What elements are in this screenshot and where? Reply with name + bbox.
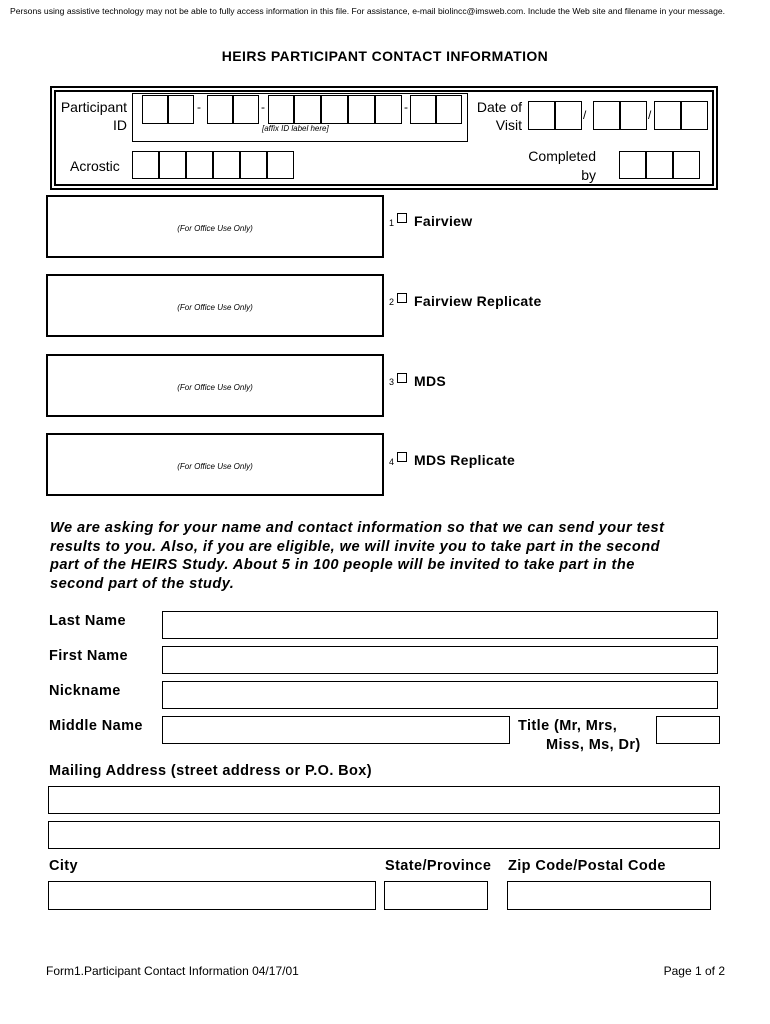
zip-input[interactable] [507,881,711,910]
participant-id-box[interactable] [142,95,168,124]
office-use-label: (For Office Use Only) [177,303,253,312]
date-separator: / [648,108,652,122]
form-title: HEIRS PARTICIPANT CONTACT INFORMATION [221,48,549,64]
mailing-address-line1-input[interactable] [48,786,720,814]
state-label: State/Province [385,858,492,874]
participant-id-box[interactable] [207,95,233,124]
middle-name-label: Middle Name [49,718,143,734]
last-name-input[interactable] [162,611,718,639]
option-label: Fairview [414,213,473,229]
date-of-visit-label-line2: Visit [495,117,522,133]
completed-by-label-line2: by [581,167,596,183]
acrostic-box[interactable] [159,151,186,179]
intro-line: results to you. Also, if you are eligible, we will invite you to take part in the second [50,538,660,555]
option-checkbox[interactable] [397,293,407,303]
option-label: MDS Replicate [414,452,516,468]
participant-id-box[interactable] [321,95,348,124]
option-label: Fairview Replicate [414,293,542,309]
participant-id-box[interactable] [375,95,402,124]
participant-id-box[interactable] [436,95,462,124]
office-use-box [46,354,384,417]
nickname-label: Nickname [49,683,121,699]
option-label: MDS [414,373,447,389]
completed-by-box[interactable] [673,151,700,179]
option-checkbox[interactable] [397,213,407,223]
office-use-label: (For Office Use Only) [177,462,253,471]
option-checkbox[interactable] [397,373,407,383]
zip-label: Zip Code/Postal Code [508,858,666,874]
office-use-box [46,195,384,258]
title-label-line2: Miss, Ms, Dr) [546,737,641,753]
id-dash: - [261,100,265,114]
acrostic-box[interactable] [267,151,294,179]
first-name-input[interactable] [162,646,718,674]
intro-paragraph [50,519,730,593]
form-footer-name: Form1.Participant Contact Information 04/17/01 [46,964,299,978]
mailing-address-line2-input[interactable] [48,821,720,849]
option-number: 3 [389,377,395,387]
acrostic-box[interactable] [132,151,159,179]
visit-month-box[interactable] [528,101,555,130]
option-number: 2 [389,297,395,307]
date-separator: / [583,108,587,122]
last-name-label: Last Name [49,613,126,629]
acrostic-box[interactable] [240,151,267,179]
visit-day-box[interactable] [593,101,620,130]
participant-id-box[interactable] [233,95,259,124]
affix-id-label: [affix ID label here] [262,124,329,133]
acrostic-label: Acrostic [70,158,120,174]
city-label: City [49,858,78,874]
completed-by-box[interactable] [619,151,646,179]
participant-id-box[interactable] [168,95,194,124]
office-use-label: (For Office Use Only) [177,383,253,392]
visit-year-box[interactable] [654,101,681,130]
participant-id-label-line1: Participant [60,99,127,115]
participant-id-label-line2: ID [113,117,127,133]
office-use-box [46,433,384,496]
option-checkbox[interactable] [397,452,407,462]
option-number: 4 [389,457,395,467]
office-use-label: (For Office Use Only) [177,224,253,233]
acrostic-box[interactable] [186,151,213,179]
acrostic-box[interactable] [213,151,240,179]
date-of-visit-label-line1: Date of [476,99,522,115]
nickname-input[interactable] [162,681,718,709]
page-number: Page 1 of 2 [663,964,725,978]
visit-day-box[interactable] [620,101,647,130]
participant-id-box[interactable] [294,95,321,124]
visit-month-box[interactable] [555,101,582,130]
title-input[interactable] [656,716,720,744]
accessibility-notice: Persons using assistive technology may not be able to fully access information in this file. For assistance, e-mail biolincc@imsweb.com. Include the Web site and filename in your message. [10,6,726,16]
state-input[interactable] [384,881,488,910]
participant-id-box[interactable] [348,95,375,124]
mailing-address-label: Mailing Address (street address or P.O. Box) [49,763,372,779]
intro-line: We are asking for your name and contact information so that we can send your test [50,520,665,536]
title-label-line1: Title (Mr, Mrs, [518,718,618,734]
intro-line: part of the HEIRS Study. About 5 in 100 people will be invited to take part in the [50,557,635,573]
participant-id-box[interactable] [268,95,294,124]
id-dash: - [197,100,201,114]
option-number: 1 [389,218,395,228]
id-dash: - [404,100,408,114]
completed-by-label-line1: Completed [528,148,596,164]
intro-line: second part of the study. [50,575,235,592]
participant-id-box[interactable] [410,95,436,124]
office-use-box [46,274,384,337]
city-input[interactable] [48,881,376,910]
visit-year-box[interactable] [681,101,708,130]
first-name-label: First Name [49,648,128,664]
completed-by-box[interactable] [646,151,673,179]
middle-name-input[interactable] [162,716,510,744]
